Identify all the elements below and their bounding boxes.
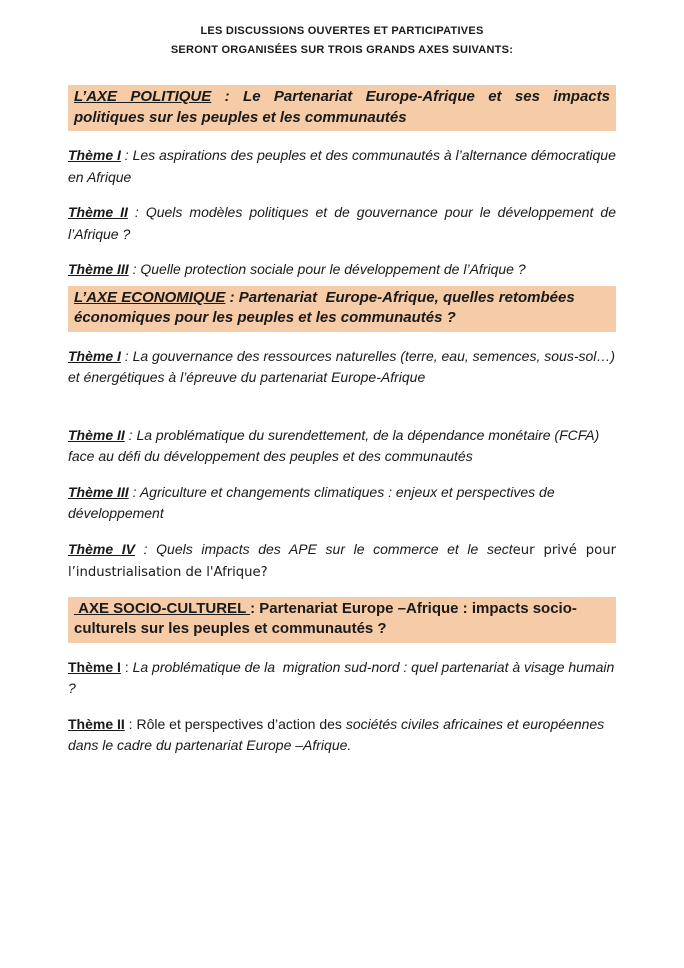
theme-paragraph-axe-economique-1 (68, 346, 619, 389)
theme-label: Thème III (68, 483, 129, 500)
theme-separator: : (128, 261, 141, 277)
section-axe-socio-culturel (68, 597, 619, 757)
theme-separator: : (124, 426, 137, 443)
theme-label: Thème II (68, 715, 125, 732)
axis-heading-label: L’AXE ECONOMIQUE (74, 288, 226, 306)
theme-paragraph-axe-socio-culturel-2 (68, 714, 616, 757)
theme-paragraph-axe-economique-4 (68, 539, 616, 584)
axis-heading-axe-economique (68, 286, 616, 332)
theme-separator: : (134, 540, 157, 557)
axis-heading-label: L’AXE POLITIQUE (74, 88, 212, 105)
theme-paragraph-axe-politique-3 (68, 259, 616, 281)
document-title (68, 22, 616, 59)
text-run: Les aspirations des peuples et des communautés à l’alternance démocratique en Afrique (68, 147, 620, 185)
theme-paragraph-axe-politique-2 (68, 202, 616, 245)
theme-label: Thème I (68, 658, 121, 675)
text-run: eur privé pour l’industrialisation de l'Afrique? (68, 542, 616, 580)
axis-heading-text: Le Partenariat Europe-Afrique et ses impacts politiques sur les peuples et les communautés (74, 88, 615, 126)
axis-heading-separator: : (250, 599, 260, 617)
theme-separator: : (120, 658, 133, 675)
text-run: La gouvernance des ressources naturelles (terre, eau, semences, sous-sol…) et énergétiques à l’épreuve du partenariat Europe-Afrique (68, 347, 619, 385)
theme-label: Thème III (68, 261, 129, 277)
text-run: Agriculture et changements climatiques : enjeux et perspectives de développement (68, 483, 559, 521)
theme-label: Thème II (68, 426, 125, 443)
theme-paragraph-axe-economique-3 (68, 482, 616, 525)
theme-paragraph-axe-economique-2 (68, 425, 616, 468)
section-axe-politique (68, 85, 620, 281)
axis-heading-text: Partenariat Europe-Afrique, quelles retombées économiques pour les peuples et les communautés ? (74, 288, 579, 326)
axis-heading-axe-politique (68, 85, 616, 131)
theme-label: Thème I (68, 147, 121, 163)
axis-heading-text: Partenariat Europe –Afrique : impacts socio-culturels sur les peuples et communautés ? (74, 599, 577, 637)
text-run: Quelle protection sociale pour le développement de l’Afrique ? (140, 261, 526, 277)
theme-separator: : (127, 204, 146, 220)
title-line-2: SERONT ORGANISÉES SUR TROIS GRANDS AXES SUIVANTS: (170, 43, 514, 56)
axis-heading-axe-socio-culturel (68, 597, 616, 643)
theme-separator: : (120, 347, 133, 364)
text-run: La problématique de la migration sud-nord : quel partenariat à visage humain ? (68, 658, 619, 696)
title-line-1: LES DISCUSSIONS OUVERTES ET PARTICIPATIVES (200, 25, 484, 37)
text-run: Quels modèles politiques et de gouvernance pour le développement de l’Afrique ? (68, 204, 617, 242)
theme-label: Thème I (68, 347, 121, 364)
text-run: sociétés civiles africaines et européennes dans le cadre du partenariat Europe –Afrique. (68, 715, 609, 753)
text-run: Quels impacts des APE sur le commerce et le sect (156, 540, 513, 557)
theme-label: Thème II (68, 204, 128, 220)
theme-paragraph-axe-socio-culturel-1 (68, 657, 619, 700)
theme-paragraph-axe-politique-1 (68, 145, 620, 188)
axis-heading-separator: : (225, 288, 239, 306)
theme-label: Thème IV (68, 540, 135, 557)
section-axe-economique (68, 286, 619, 584)
text-run: La problématique du surendettement, de la dépendance monétaire (FCFA) face au défi du développement des peuples et des communautés (68, 426, 604, 464)
theme-separator: : (124, 715, 137, 732)
theme-separator: : (120, 147, 133, 163)
text-run: Rôle et perspectives d’action des (136, 715, 346, 732)
document-body (68, 85, 620, 757)
theme-separator: : (128, 483, 140, 500)
axis-heading-label: AXE SOCIO-CULTUREL (74, 599, 251, 617)
axis-heading-separator: : (211, 88, 244, 105)
